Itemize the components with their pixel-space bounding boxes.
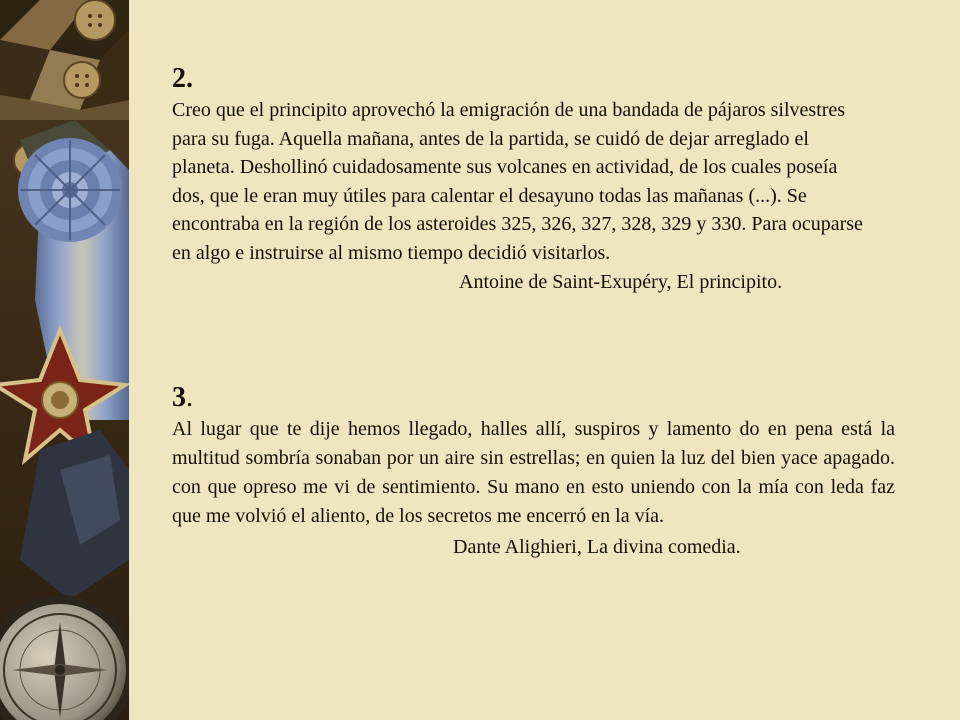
section-3-text: Al lugar que te dije hemos llegado, halles allí, suspiros y lamento do en pena está la multitud sombría sonaban por un aire sin estrellas; en quien la luz del bien yace apagado. con que opreso me vi de sentimiento. Su mano en esto uniendo con la mía con leda faz que me volvió el aliento, de los secretos me encerró en la vía. (172, 418, 895, 527)
section-3-heading-dot: . (186, 382, 193, 413)
section-2-text: Creo que el principito aprovechó la emigración de una bandada de pájaros silvestres para su fuga. Aquella mañana, antes de la partida, se cuidó de dejar arreglado el planeta. Deshollinó cuidadosamente sus volcanes en actividad, de los cuales poseía dos, que le eran muy útiles para calentar el desayuno todas las mañanas (...). Se encontraba en la región de los asteroides 325, 326, 327, 328, 329 y 330. Para ocuparse en algo e instruirse al mismo tiempo decidió visitarlos. (172, 99, 863, 264)
section-2-attribution: Antoine de Saint-Exupéry, El principito. (459, 270, 783, 293)
quote-section-3 (172, 381, 895, 561)
section-3-heading-number: 3 (172, 382, 186, 413)
quote-section-2 (172, 62, 872, 296)
section-3-heading (172, 381, 895, 415)
decorative-side-image (0, 0, 129, 720)
section-3-attribution: Dante Alighieri, La divina comedia. (453, 536, 741, 558)
section-2-heading: 2. (172, 63, 193, 94)
rosette (18, 138, 122, 242)
slide-content (129, 0, 960, 720)
